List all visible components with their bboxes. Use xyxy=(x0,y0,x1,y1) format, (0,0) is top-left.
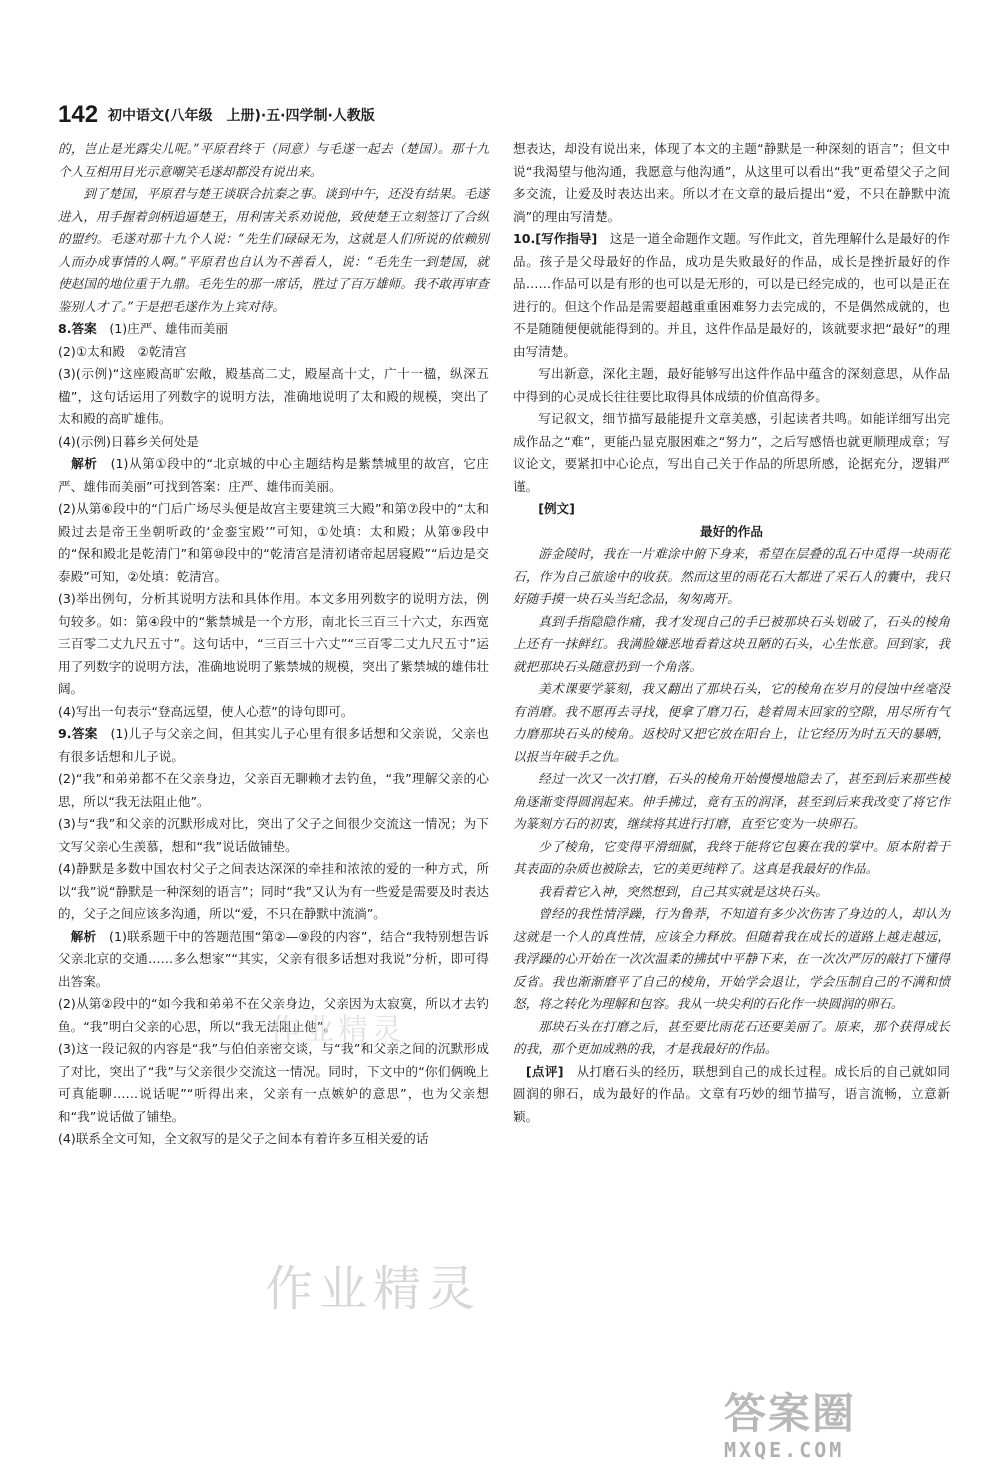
paragraph-text: 从打磨石头的经历，联想到自己的成长过程。成长后的自己就如同圆润的卵石，成为最好的作品。文章有巧妙的细节描写，语言流畅，立意新颖。 xyxy=(513,1063,951,1124)
paragraph-text: (2)从第⑥段中的“门后广场尽头便是故宫主要建筑三大殿”和第⑦段中的“太和殿过去是帝王坐朝听政的‘金銮宝殿’”可知，①处填：太和殿；从第⑨段中的“保和殿北是乾清门”和第⑩段中的“乾清宫是清初诸帝起居寝殿”“后边是交泰殿”可知，②处填：乾清宫。 xyxy=(58,501,489,584)
paragraph xyxy=(58,1128,489,1151)
paragraph-text: 的，岂止是光露尖儿呢。”平原君终于（同意）与毛遂一起去（楚国）。那十九个人互相用目光示意嘲笑毛遂却都没有说出来。 xyxy=(58,141,489,179)
paragraph-text: 想表达，却没有说出来，体现了本文的主题“静默是一种深刻的语言”；但文中说“我渴望与他沟通，我愿意与他沟通”，从这里可以看出“我”更希望父子之间多交流，让爱及时表达出来。所以才在文章的最后提出“爱，不只在静默中流淌”的理由写清楚。 xyxy=(513,141,950,224)
site-watermark xyxy=(724,1390,964,1460)
paragraph-text: (4)写出一句表示“登高远望，使人心惹”的诗句即可。 xyxy=(58,703,354,719)
paragraph xyxy=(58,993,489,1038)
paragraph-text: (2)从第②段中的“如今我和弟弟不在父亲身边，父亲因为太寂寞，所以才去钓鱼。“我”明白父亲的心思，所以“我无法阻止他”。 xyxy=(58,996,489,1034)
watermark-mid: 作业精灵 xyxy=(270,1013,406,1048)
left-column xyxy=(58,138,489,1151)
page-number: 142 xyxy=(58,101,99,128)
paragraph xyxy=(58,926,489,994)
answer-label: 解析 xyxy=(58,456,98,471)
paragraph xyxy=(58,363,489,431)
section-label: [例文] xyxy=(538,501,575,516)
paragraph xyxy=(513,1061,950,1129)
watermark-center: 作业精灵 xyxy=(265,1261,482,1317)
paragraph xyxy=(513,363,950,408)
paragraph xyxy=(513,768,950,836)
paragraph-text: (2)“我”和弟弟都不在父亲身边，父亲百无聊赖才去钓鱼，“我”理解父亲的心思，所以“我无法阻止他”。 xyxy=(58,771,489,809)
paragraph xyxy=(513,903,950,1016)
paragraph-text: (4)(示例)日暮乡关何处是 xyxy=(58,433,200,449)
answer-label: 8.答案 xyxy=(58,321,97,336)
paragraph xyxy=(513,543,950,611)
paragraph-text: (3)举出例句，分析其说明方法和具体作用。本文多用列数字的说明方法，例句较多。如：第④段中的“紫禁城是一个方形，南北长三百三十六丈，东西宽三百零二丈九尺五寸”。这句话中，“三百三十六丈”“三百零二丈九尺五寸”运用了列数字的说明方法，准确地说明了紫禁城的规模，突出了紫禁城的雄伟壮阔。 xyxy=(58,591,489,696)
paragraph-text: 我看着它入神，突然想到，自己其实就是这块石头。 xyxy=(538,883,828,899)
paragraph xyxy=(58,858,489,926)
paragraph-text: 到了楚国，平原君与楚王谈联合抗秦之事。谈到中午，还没有结果。毛遂进入，用手握着剑柄追逼楚王，用利害关系劝说他，致使楚王立刻签订了合纵的盟约。毛遂对那十九个人说：“先生们碌碌无为，这就是人们所说的依赖别人而办成事情的人啊。”平原君也自认为不善看人，说：“毛先生一到楚国，就使赵国的地位重于九鼎。毛先生的那一席话，胜过了百万雄师。我不敢再审查鉴别人才了。”于是把毛遂作为上宾对待。 xyxy=(58,186,489,314)
page-header xyxy=(58,100,960,130)
paragraph xyxy=(58,318,489,341)
paragraph-text: (1)联系题干中的答题范围“第②—⑨段的内容”，结合“我特别想告诉父亲北京的交通……多么想家”“其实，父亲有很多话想对我说”分析，即可得出答案。 xyxy=(58,928,489,989)
paragraph xyxy=(513,408,950,498)
paragraph xyxy=(513,138,950,228)
paragraph-text: 写出新意，深化主题，最好能够写出这件作品中蕴含的深刻意思，从作品中得到的心灵成长往往要比取得具体成绩的价值高得多。 xyxy=(513,366,950,404)
paragraph xyxy=(513,678,950,768)
paragraph xyxy=(513,836,950,881)
essay-title: 最好的作品 xyxy=(700,523,763,539)
paragraph-text: (3)与“我”和父亲的沉默形成对比，突出了父子之间很少交流这一情况；为下文写父亲心生羡慕，想和“我”说话做铺垫。 xyxy=(58,816,489,854)
paragraph-text: (2)①太和殿 ②乾清宫 xyxy=(58,343,187,359)
answer-label: 解析 xyxy=(58,928,97,944)
paragraph-text: (4)联系全文可知，全文叙写的是父子之间本有着许多互相关爱的话 xyxy=(58,1131,429,1146)
paragraph xyxy=(58,453,489,498)
paragraph xyxy=(513,611,950,679)
paragraph xyxy=(513,881,950,904)
paragraph xyxy=(58,768,489,813)
paragraph xyxy=(58,498,489,588)
brand-url: MXQE.COM xyxy=(724,1438,845,1462)
answer-label: 10.[写作指导] xyxy=(513,231,598,246)
right-column xyxy=(513,138,950,1128)
paragraph-text: (1)从第①段中的“北京城的中心主题结构是紫禁城里的故宫，它庄严、雄伟而美丽”可找到答案：庄严、雄伟而美丽。 xyxy=(58,456,490,494)
paragraph-text: (3)(示例)“这座殿高旷宏敞，殿基高二丈，殿屋高十丈，广十一楹，纵深五楹”，这句话运用了列数字的说明方法，准确地说明了太和殿的规模，突出了太和殿的高旷雄伟。 xyxy=(58,366,489,426)
paragraph-text: (1)儿子与父亲之间，但其实儿子心里有很多话想和父亲说，父亲也有很多话想和儿子说。 xyxy=(58,726,489,764)
answer-label: [点评] xyxy=(513,1063,564,1079)
paragraph-text: (3)这一段记叙的内容是“我”与伯伯亲密交谈，与“我”和父亲之间的沉默形成了对比，突出了“我”与父亲很少交流这一情况。同时，下文中的“你们俩晚上可真能聊……说话呢”“听得出来，父亲有一点嫉妒的意思”，也为父亲想和“我”说话做了铺垫。 xyxy=(58,1041,489,1124)
paragraph-text: 真到手指隐隐作痛，我才发现自己的手已被那块石头划破了，石头的棱角上还有一抹鲜红。我满脸嫌恶地看着这块丑陋的石头，心生怅意。回到家，我就把那块石头随意扔到一个角落。 xyxy=(513,613,950,674)
paragraph xyxy=(513,1016,950,1061)
paragraph-text: 游金陵时，我在一片难涂中俯下身来，希望在层叠的乱石中觅得一块雨花石，作为自己旅途中的收获。然而这里的雨花石大都进了采石人的囊中，我只好随手摸一块石头当纪念品，匆匆离开。 xyxy=(513,546,950,606)
running-title: 初中语文(八年级 上册)·五·四学制·人教版 xyxy=(108,108,375,124)
paragraph-text: 那块石头在打磨之后，甚至要比雨花石还要美丽了。原来，那个获得成长的我，那个更加成熟的我，才是我最好的作品。 xyxy=(513,1018,950,1056)
paragraph-text: (4)静默是多数中国农村父子之间表达深深的牵挂和浓浓的爱的一种方式，所以“我”说“静默是一种深刻的语言”；同时“我”又认为有一些爱是需要及时表达的，父子之间应该多沟通，所以“爱，不只在静默中流淌”。 xyxy=(58,861,489,921)
paragraph-text: 这是一道全命题作文题。写作此文，首先理解什么是最好的作品。孩子是父母最好的作品，成功是失败最好的作品，成长是挫折最好的作品……作品可以是有形的也可以是无形的，可以是已经完成的，也可以是正在进行的。但这个作品是需要超越重重困难努力去完成的，不是偶然成就的，也不是随随便便就能得到的。并且，这件作品是最好的，该就要求把“最好”的理由写清楚。 xyxy=(513,231,951,359)
answer-label: 9.答案 xyxy=(58,726,98,741)
paragraph xyxy=(58,723,489,768)
paragraph xyxy=(513,228,950,363)
paragraph xyxy=(58,431,489,454)
paragraph-text: 曾经的我性情浮躁，行为鲁莽，不知道有多少次伤害了身边的人，却认为这就是一个人的真性情，应该全力释放。但随着我在成长的道路上越走越远，我浮躁的心开始在一次次温柔的拂拭中平静下来，在一次次严厉的敲打下懂得反省。我也渐渐磨平了自己的棱角，开始学会退让，学会压制自己的不满和愤怒，将之转化为理解和包容。我从一块尖利的石化作一块圆润的卵石。 xyxy=(513,906,950,1011)
paragraph-text: (1)庄严、雄伟而美丽 xyxy=(96,321,228,336)
paragraph-text: 少了棱角，它变得平滑细腻，我终于能将它包裹在我的掌中。原本附着于其表面的杂质也被除去，它的美更纯粹了。这真是我最好的作品。 xyxy=(513,838,950,876)
paragraph xyxy=(58,1038,489,1128)
paragraph-text: 写记叙文，细节描写最能提升文章美感，引起读者共鸣。如能详细写出完成作品之“难”，更能凸显克服困难之“努力”，之后写感悟也就更顺理成章；写议论文，要紧扣中心论点，写出自己关于作品的所思所感，论据充分，逻辑严谨。 xyxy=(513,411,950,494)
paragraph xyxy=(58,341,489,364)
paragraph xyxy=(58,183,489,318)
paragraph xyxy=(58,138,489,183)
paragraph xyxy=(58,701,489,724)
paragraph xyxy=(58,813,489,858)
brand-logo: 答案圈 xyxy=(724,1389,857,1438)
paragraph-text: 美术课要学篆刻，我又翻出了那块石头，它的棱角在岁月的侵蚀中丝毫没有消磨。我不愿再去寻找，便拿了磨刀石，趁着周末回家的空隙，用尽所有气力磨那块石头的棱角。返校时又把它放在阳台上，让它经历为时五天的暴晒，以报当年破手之仇。 xyxy=(513,681,950,764)
paragraph-text: 经过一次又一次打磨，石头的棱角开始慢慢地隐去了，甚至到后来那些棱角逐渐变得圆润起来。伸手拂过，竟有玉的润泽，甚至到后来我改变了将它作为篆刻方石的初衷，继续将其进行打磨，直至它变为一块卵石。 xyxy=(513,771,950,831)
paragraph xyxy=(58,588,489,701)
